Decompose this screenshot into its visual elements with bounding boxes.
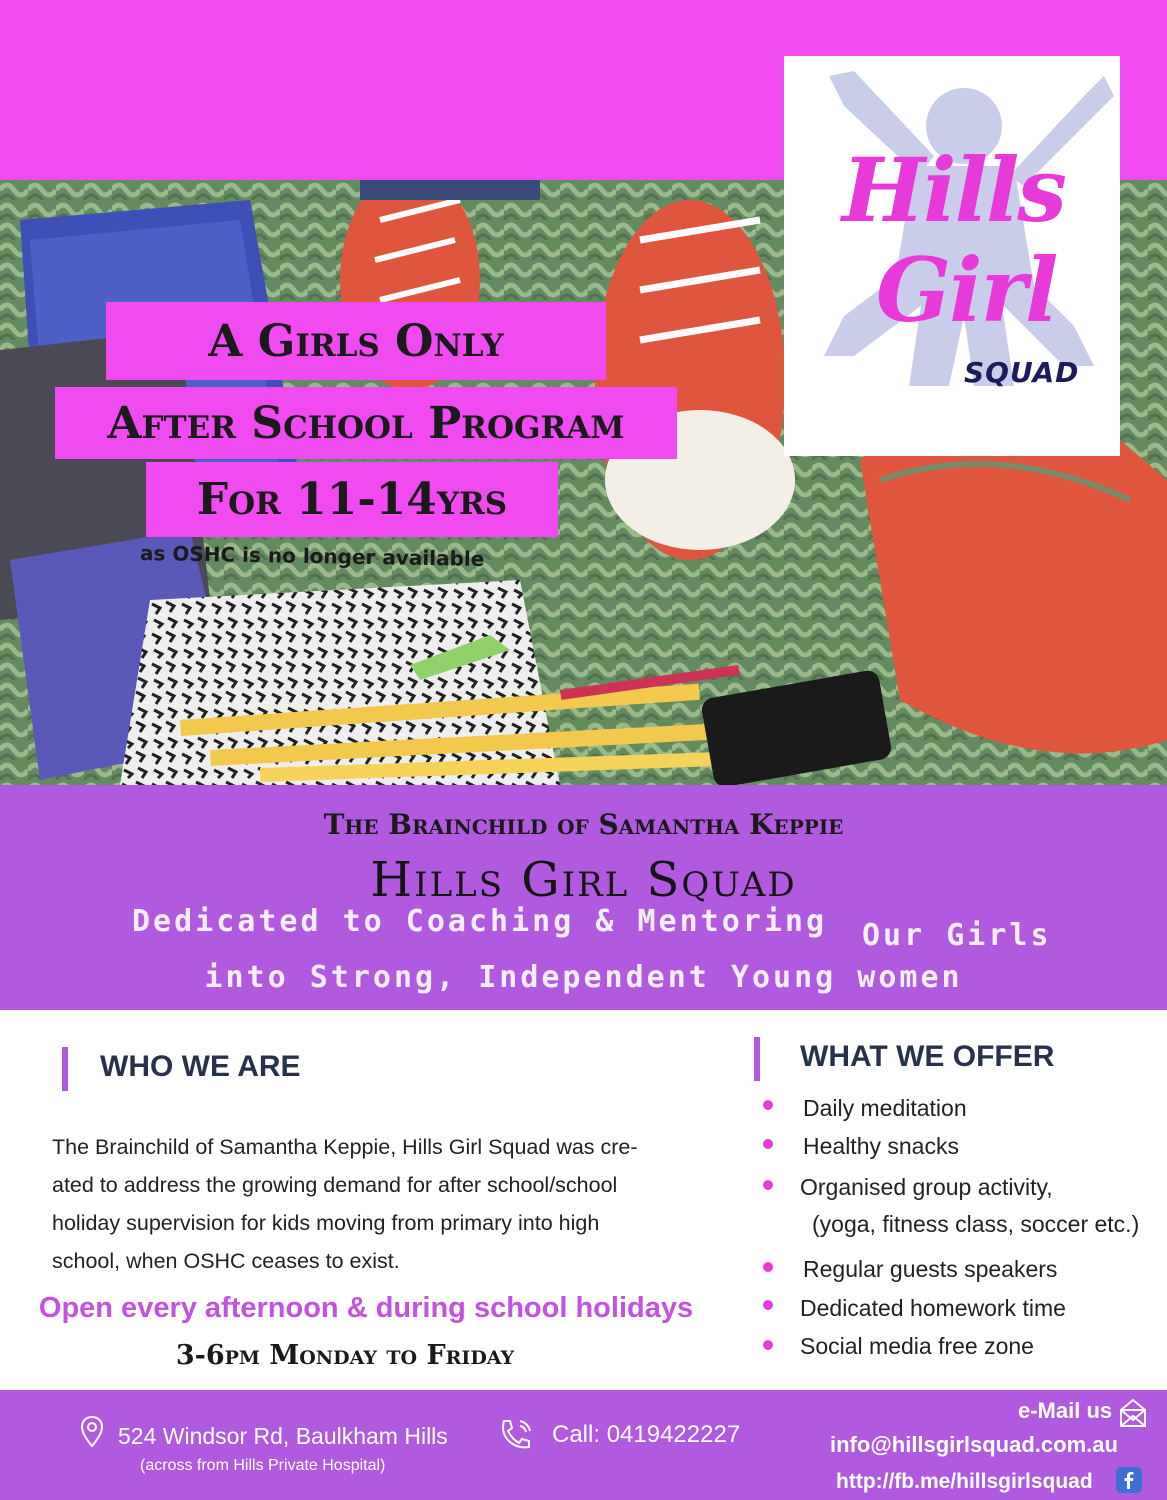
logo-squad-text: SQUAD: [964, 356, 1080, 389]
footer-address: 524 Windsor Rd, Baulkham Hills: [118, 1423, 448, 1449]
bullet-icon: [763, 1262, 773, 1272]
headline-girls-only: A Girls Only: [106, 302, 606, 380]
who-line: holiday supervision for kids moving from primary into high: [52, 1211, 600, 1235]
phone-icon: [498, 1417, 534, 1451]
opening-hours-line: Open every afternoon & during school holidays: [38, 1292, 694, 1324]
email-label: e-Mail us: [1018, 1398, 1113, 1423]
location-pin-icon: [80, 1415, 104, 1449]
offer-item: Regular guests speakers: [803, 1256, 1058, 1282]
facebook-link[interactable]: http://fb.me/hillsgirlsquad: [836, 1470, 1093, 1493]
program-title: Hills Girl Squad: [370, 852, 797, 908]
who-heading-bar: [62, 1047, 68, 1091]
who-line: The Brainchild of Samantha Keppie, Hills Girl Squad was cre-: [52, 1135, 638, 1159]
offer-heading: WHAT WE OFFER: [800, 1040, 1055, 1073]
envelope-icon: [1118, 1398, 1148, 1428]
offer-heading-bar: [754, 1037, 760, 1081]
phone-number[interactable]: 0419422227: [606, 1421, 741, 1448]
logo-card: [784, 56, 1120, 456]
offer-item: Healthy snacks: [803, 1133, 959, 1159]
bullet-icon: [763, 1300, 773, 1310]
bullet-icon: [763, 1340, 773, 1350]
call-label: Call:: [552, 1421, 601, 1448]
offer-item-detail: (yoga, fitness class, soccer etc.): [812, 1211, 1140, 1237]
who-description: [52, 1128, 712, 1280]
headline-age-range: For 11-14yrs: [146, 462, 558, 537]
offer-item: Organised group activity,: [800, 1174, 1053, 1200]
who-line: ated to address the growing demand for after school/school: [52, 1173, 618, 1197]
hours-times: 3-6pm Monday to Friday: [175, 1340, 515, 1371]
bullet-icon: [763, 1139, 773, 1149]
brainchild-heading: The Brainchild of Samantha Keppie: [323, 808, 844, 841]
tagline-part1: Dedicated to Coaching & Mentoring: [132, 904, 828, 939]
who-heading: WHO WE ARE: [100, 1050, 301, 1083]
email-link[interactable]: info@hillsgirlsquad.com.au: [830, 1432, 1118, 1457]
facebook-icon[interactable]: [1116, 1467, 1142, 1493]
who-line: school, when OSHC ceases to exist.: [52, 1249, 400, 1273]
tagline-part2: Our Girls: [862, 918, 1052, 953]
footer-call[interactable]: [552, 1421, 740, 1449]
offer-item: Dedicated homework time: [800, 1295, 1066, 1321]
offer-item: Daily meditation: [803, 1095, 967, 1121]
oshc-note: as OSHC is no longer available: [139, 540, 485, 572]
tagline-line2: into Strong, Independent Young women: [204, 960, 963, 995]
headline-after-school: After School Program: [55, 387, 677, 459]
bullet-icon: [763, 1180, 773, 1190]
logo-hills-text: Hills: [842, 138, 1065, 242]
logo-girl-text: Girl: [876, 238, 1057, 342]
bullet-icon: [763, 1100, 773, 1110]
offer-item: Social media free zone: [800, 1333, 1034, 1359]
footer-address-note: (across from Hills Private Hospital): [140, 1457, 386, 1474]
